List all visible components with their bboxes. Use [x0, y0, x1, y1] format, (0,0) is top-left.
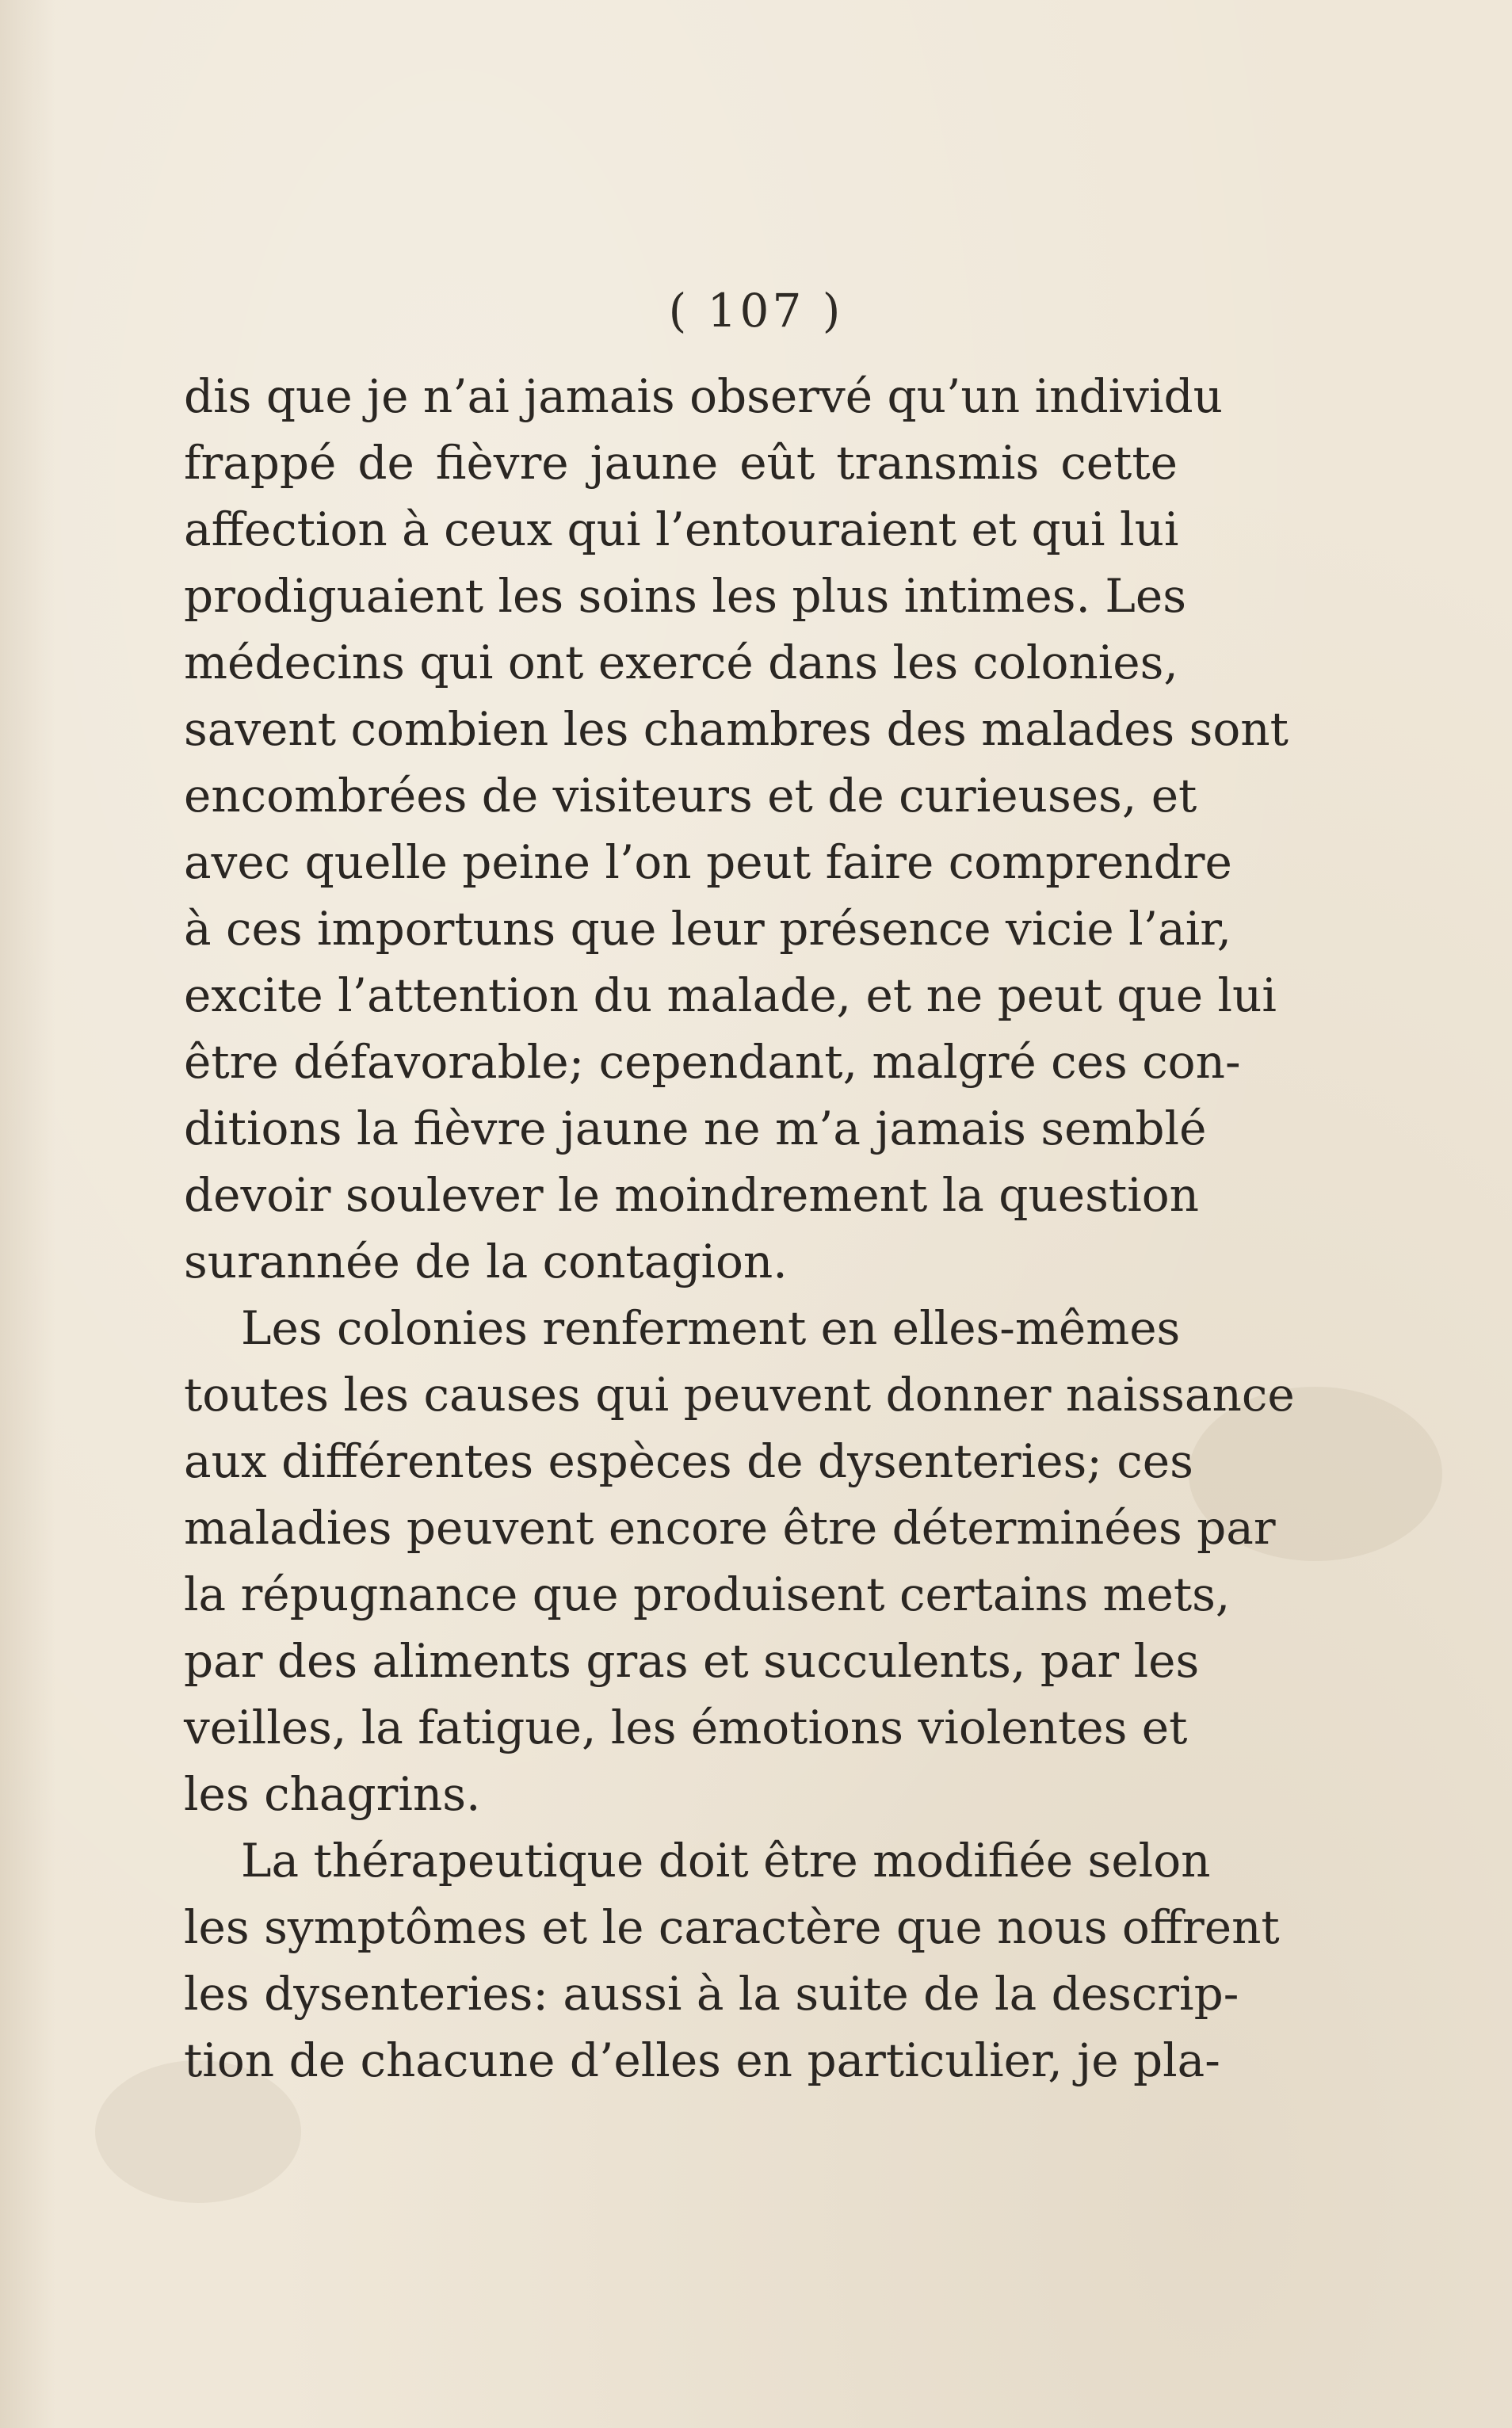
text-line: être défavorable; cependant, malgré ces con- — [184, 1035, 1241, 1089]
text-line: La thérapeutique doit être modifiée selon — [241, 1834, 1211, 1888]
text-line: les symptômes et le caractère que nous offrent — [184, 1900, 1280, 1954]
text-line: surannée de la contagion. — [184, 1235, 788, 1288]
text-line: dis que je n’ai jamais observé qu’un individu — [184, 369, 1223, 423]
text-line: ditions la fièvre jaune ne m’a jamais semblé — [184, 1101, 1207, 1155]
text-line: tion de chacune d’elles en particulier, je pla- — [184, 2033, 1220, 2087]
text-line: savent combien les chambres des malades sont — [184, 702, 1289, 756]
text-line: prodiguaient les soins les plus intimes. Les — [184, 569, 1186, 623]
text-line: Les colonies renferment en elles-mêmes — [241, 1301, 1181, 1355]
page-number: ( 107 ) — [668, 284, 844, 338]
text-line: maladies peuvent encore être déterminées par — [184, 1501, 1276, 1555]
text-line: avec quelle peine l’on peut faire comprendre — [184, 835, 1232, 889]
text-line: médecins qui ont exercé dans les colonies, — [184, 636, 1178, 689]
text-line: frappé de fièvre jaune eût transmis cette — [184, 436, 1178, 490]
text-line: encombrées de visiteurs et de curieuses, et — [184, 769, 1197, 823]
text-line: les dysenteries: aussi à la suite de la descrip- — [184, 1967, 1239, 2021]
text-line: la répugnance que produisent certains mets, — [184, 1567, 1231, 1621]
body-text — [184, 363, 1295, 2094]
text-line: toutes les causes qui peuvent donner naissance — [184, 1368, 1295, 1422]
text-line: les chagrins. — [184, 1767, 481, 1821]
text-line: par des aliments gras et succulents, par les — [184, 1634, 1200, 1688]
text-line: affection à ceux qui l’entouraient et qui lui — [184, 502, 1179, 556]
text-line: à ces importuns que leur présence vicie l’air, — [184, 902, 1232, 956]
text-line: veilles, la fatigue, les émotions violentes et — [184, 1701, 1188, 1754]
text-line: devoir soulever le moindrement la question — [184, 1168, 1200, 1222]
text-line: excite l’attention du malade, et ne peut que lui — [184, 968, 1277, 1022]
text-line: aux différentes espèces de dysenteries; ces — [184, 1434, 1193, 1488]
